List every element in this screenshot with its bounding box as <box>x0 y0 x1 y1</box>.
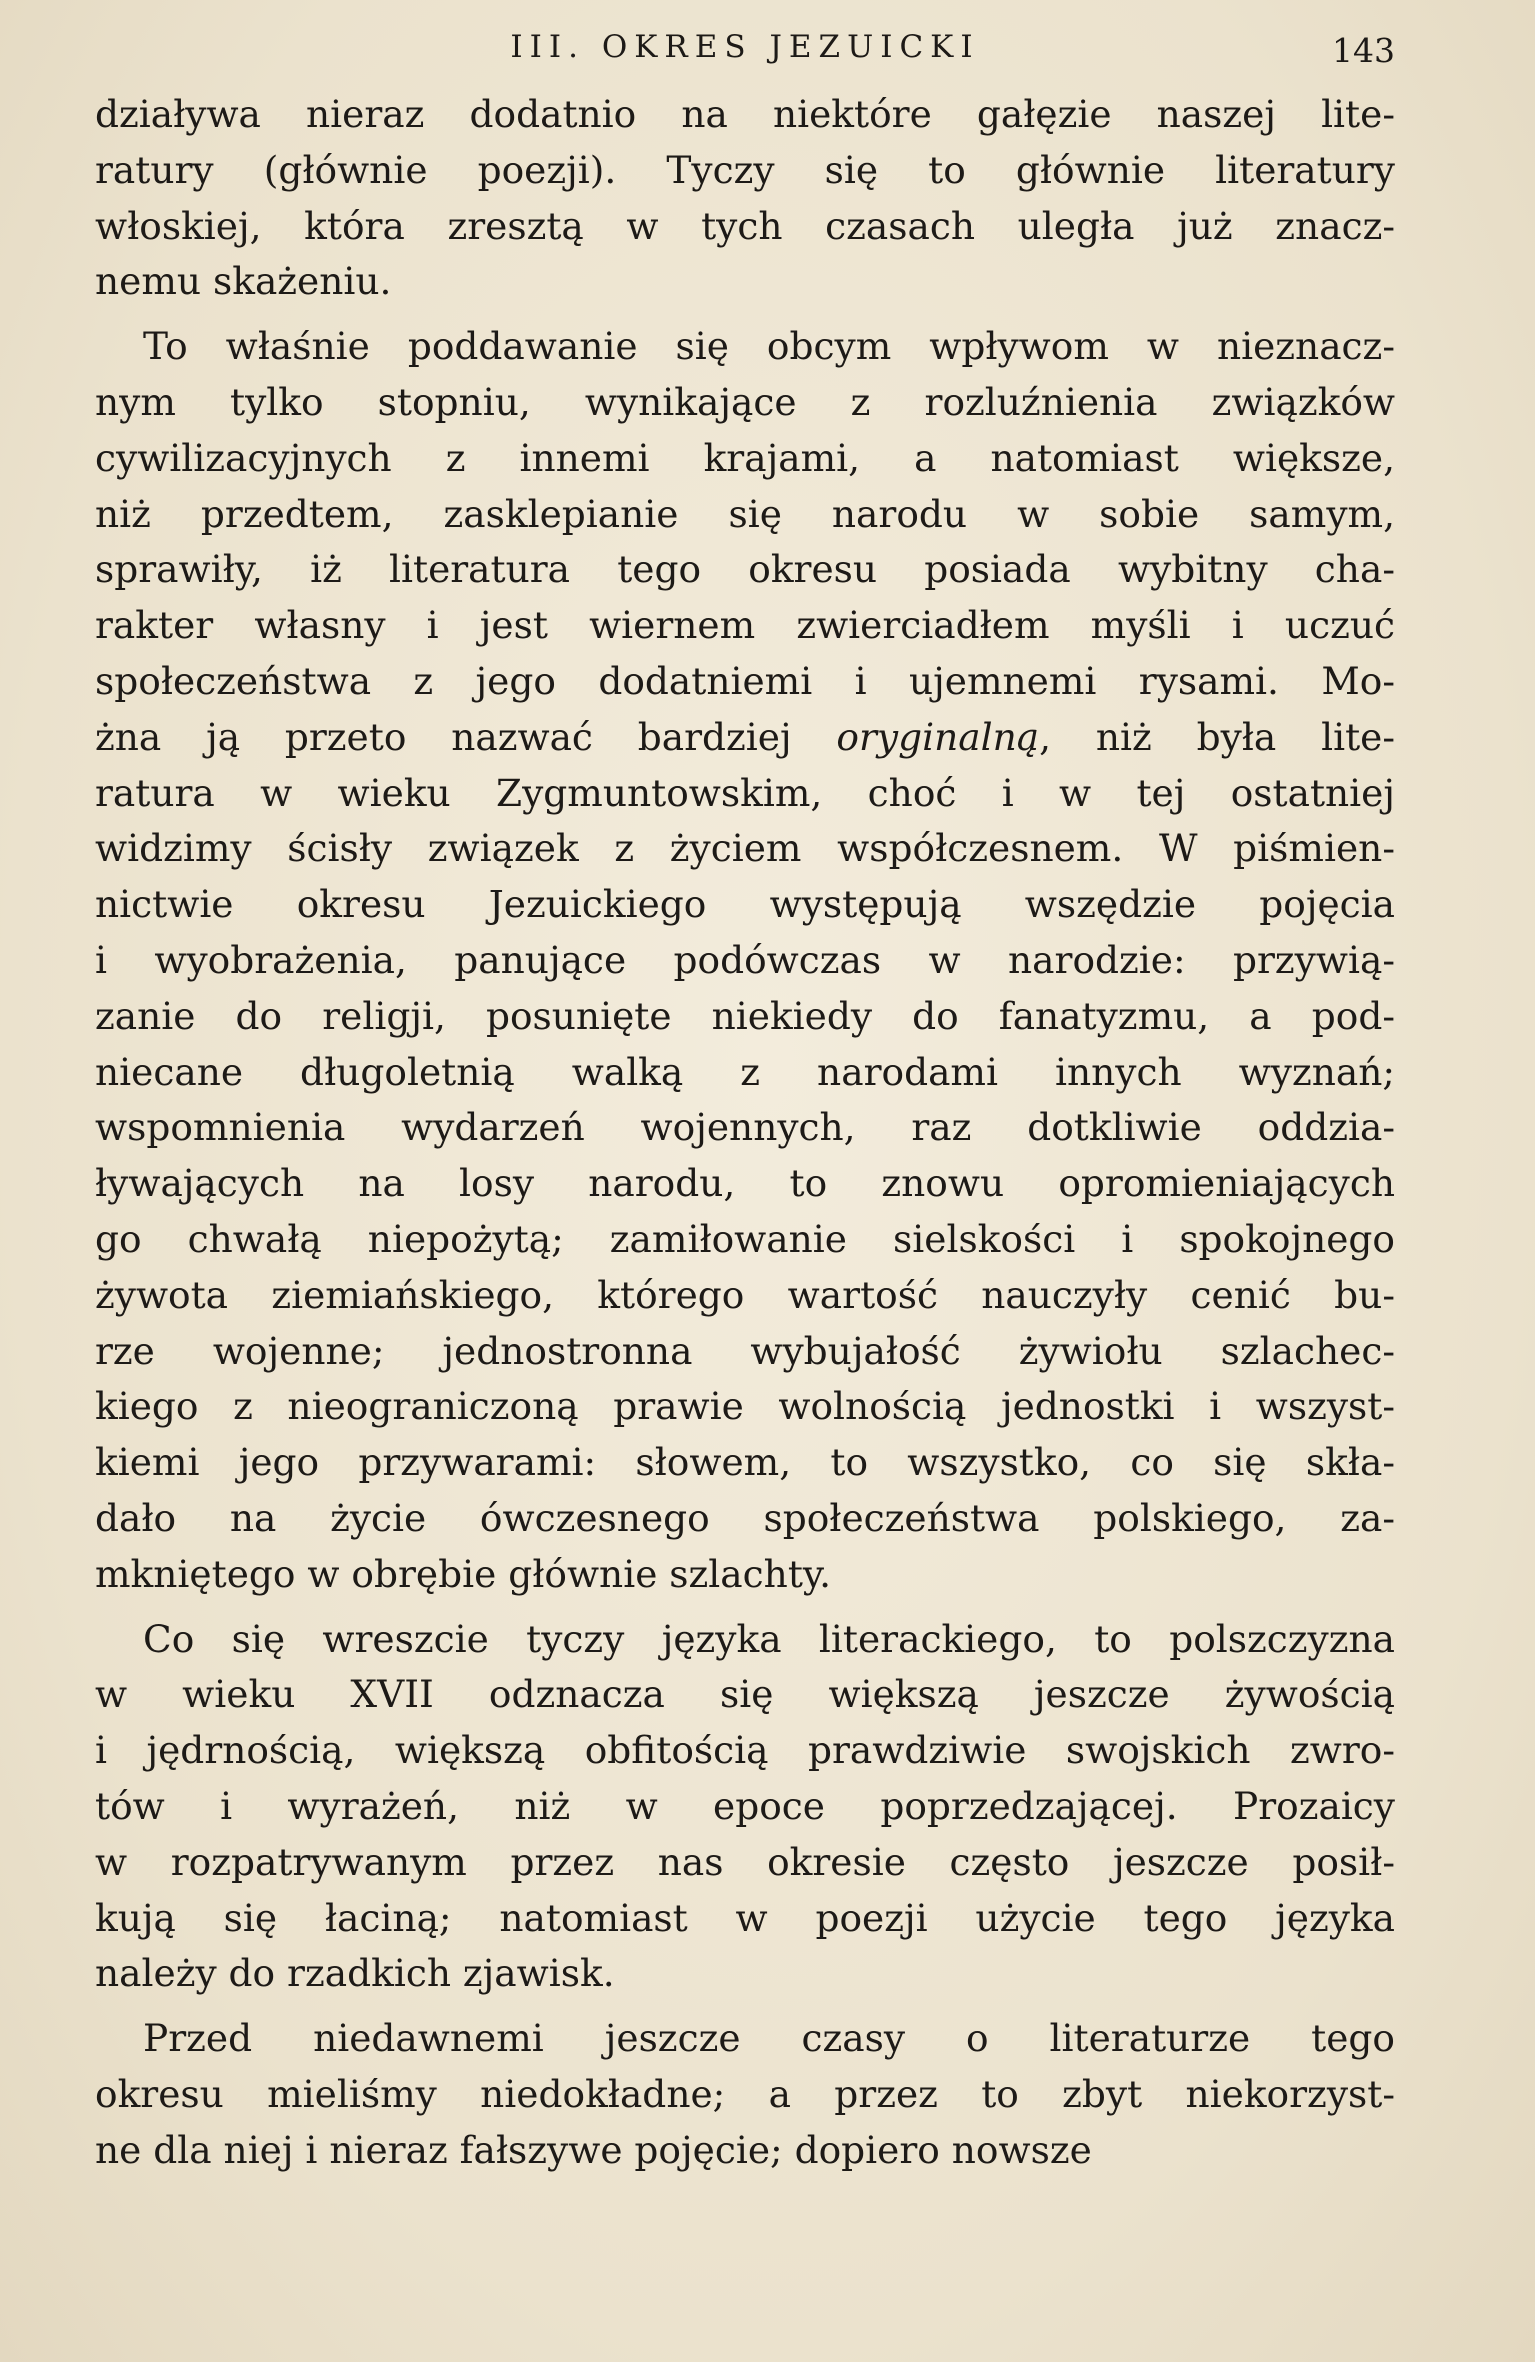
text-line: sprawiły, iż literatura tego okresu posiada wybitny cha- <box>95 547 1395 592</box>
text-line: i jędrnością, większą obfitością prawdziwie swojskich zwro- <box>95 1728 1395 1773</box>
text-line: go chwałą niepożytą; zamiłowanie sielskości i spokojnego <box>95 1216 1395 1261</box>
text-line: nemu skażeniu. <box>95 259 392 304</box>
paragraph <box>95 2011 1395 2178</box>
text-line: nictwie okresu Jezuickiego występują wszędzie pojęcia <box>95 882 1395 927</box>
text-line: dało na życie ówczesnego społeczeństwa polskiego, za- <box>95 1495 1395 1540</box>
text-line: i wyobrażenia, panujące podówczas w narodzie: przywią- <box>95 937 1395 982</box>
text-line: kiego z nieograniczoną prawie wolnością jednostki i wszyst- <box>95 1384 1395 1429</box>
text-line: ływających na losy narodu, to znowu opromieniających <box>95 1161 1395 1206</box>
text-line: niecane długoletnią walką z narodami innych wyznań; <box>95 1049 1395 1094</box>
text-line: w rozpatrywanym przez nas okresie często jeszcze posił- <box>95 1839 1395 1884</box>
body-text <box>95 87 1395 2178</box>
text-line: w wieku XVII odznacza się większą jeszcze żywością <box>95 1672 1395 1717</box>
text-line: ne dla niej i nieraz fałszywe pojęcie; dopiero nowsze <box>95 2127 1092 2172</box>
italic-word: oryginalną <box>836 714 1040 759</box>
text-line: okresu mieliśmy niedokładne; a przez to zbyt niekorzyst- <box>95 2071 1395 2116</box>
text-line: kiemi jego przywarami: słowem, to wszystko, co się skła- <box>95 1440 1395 1485</box>
text-line: rze wojenne; jednostronna wybujałość żywiołu szlachec- <box>95 1328 1395 1373</box>
running-head <box>95 22 1395 72</box>
running-title: III. OKRES JEZUICKI <box>510 29 980 65</box>
text-line: zanie do religji, posunięte niekiedy do fanatyzmu, a pod- <box>95 993 1395 1038</box>
text-line: ratura w wieku Zygmuntowskim, choć i w tej ostatniej <box>95 770 1395 815</box>
paragraph-gap <box>95 310 1395 319</box>
paragraph <box>95 1612 1395 2003</box>
paragraph <box>95 87 1395 310</box>
text-line: kują się łaciną; natomiast w poezji użycie tego języka <box>95 1895 1395 1940</box>
text-line: rakter własny i jest wiernem zwierciadłem myśli i uczuć <box>95 603 1395 648</box>
text-line: mkniętego w obrębie głównie szlachty. <box>95 1551 832 1596</box>
text-line: tów i wyrażeń, niż w epoce poprzedzającej. Prozaicy <box>95 1783 1395 1828</box>
text-line: działywa nieraz dodatnio na niektóre gałęzie naszej lite- <box>95 92 1395 136</box>
text-line: Co się wreszcie tyczy języka literackiego, to polszczyzna <box>143 1616 1395 1661</box>
page-number: 143 <box>1332 31 1395 70</box>
text-line: widzimy ścisły związek z życiem współczesnem. W piśmien- <box>95 826 1395 871</box>
paragraph-gap <box>95 1603 1395 1612</box>
paragraph <box>95 319 1395 1602</box>
text-line: żywota ziemiańskiego, którego wartość nauczyły cenić bu- <box>95 1272 1395 1317</box>
text-line: należy do rzadkich zjawisk. <box>95 1951 615 1996</box>
text-line: ratury (głównie poezji). Tyczy się to głównie literatury <box>95 147 1395 192</box>
paragraph-gap <box>95 2002 1395 2011</box>
text-line: niż przedtem, zasklepianie się narodu w sobie samym, <box>95 491 1395 536</box>
text-line: włoskiej, która zresztą w tych czasach uległa już znacz- <box>95 203 1395 248</box>
text-line: nym tylko stopniu, wynikające z rozluźnienia związków <box>95 379 1395 424</box>
text-line: żna ją przeto nazwać bardziej oryginalną, niż była lite- <box>95 714 1395 759</box>
text-line: Przed niedawnemi jeszcze czasy o literaturze tego <box>143 2016 1395 2061</box>
text-line: To właśnie poddawanie się obcym wpływom w nieznacz- <box>143 324 1395 369</box>
text-line: społeczeństwa z jego dodatniemi i ujemnemi rysami. Mo- <box>95 658 1395 703</box>
text-line: wspomnienia wydarzeń wojennych, raz dotkliwie oddzia- <box>95 1105 1395 1150</box>
text-line: cywilizacyjnych z innemi krajami, a natomiast większe, <box>95 435 1395 480</box>
